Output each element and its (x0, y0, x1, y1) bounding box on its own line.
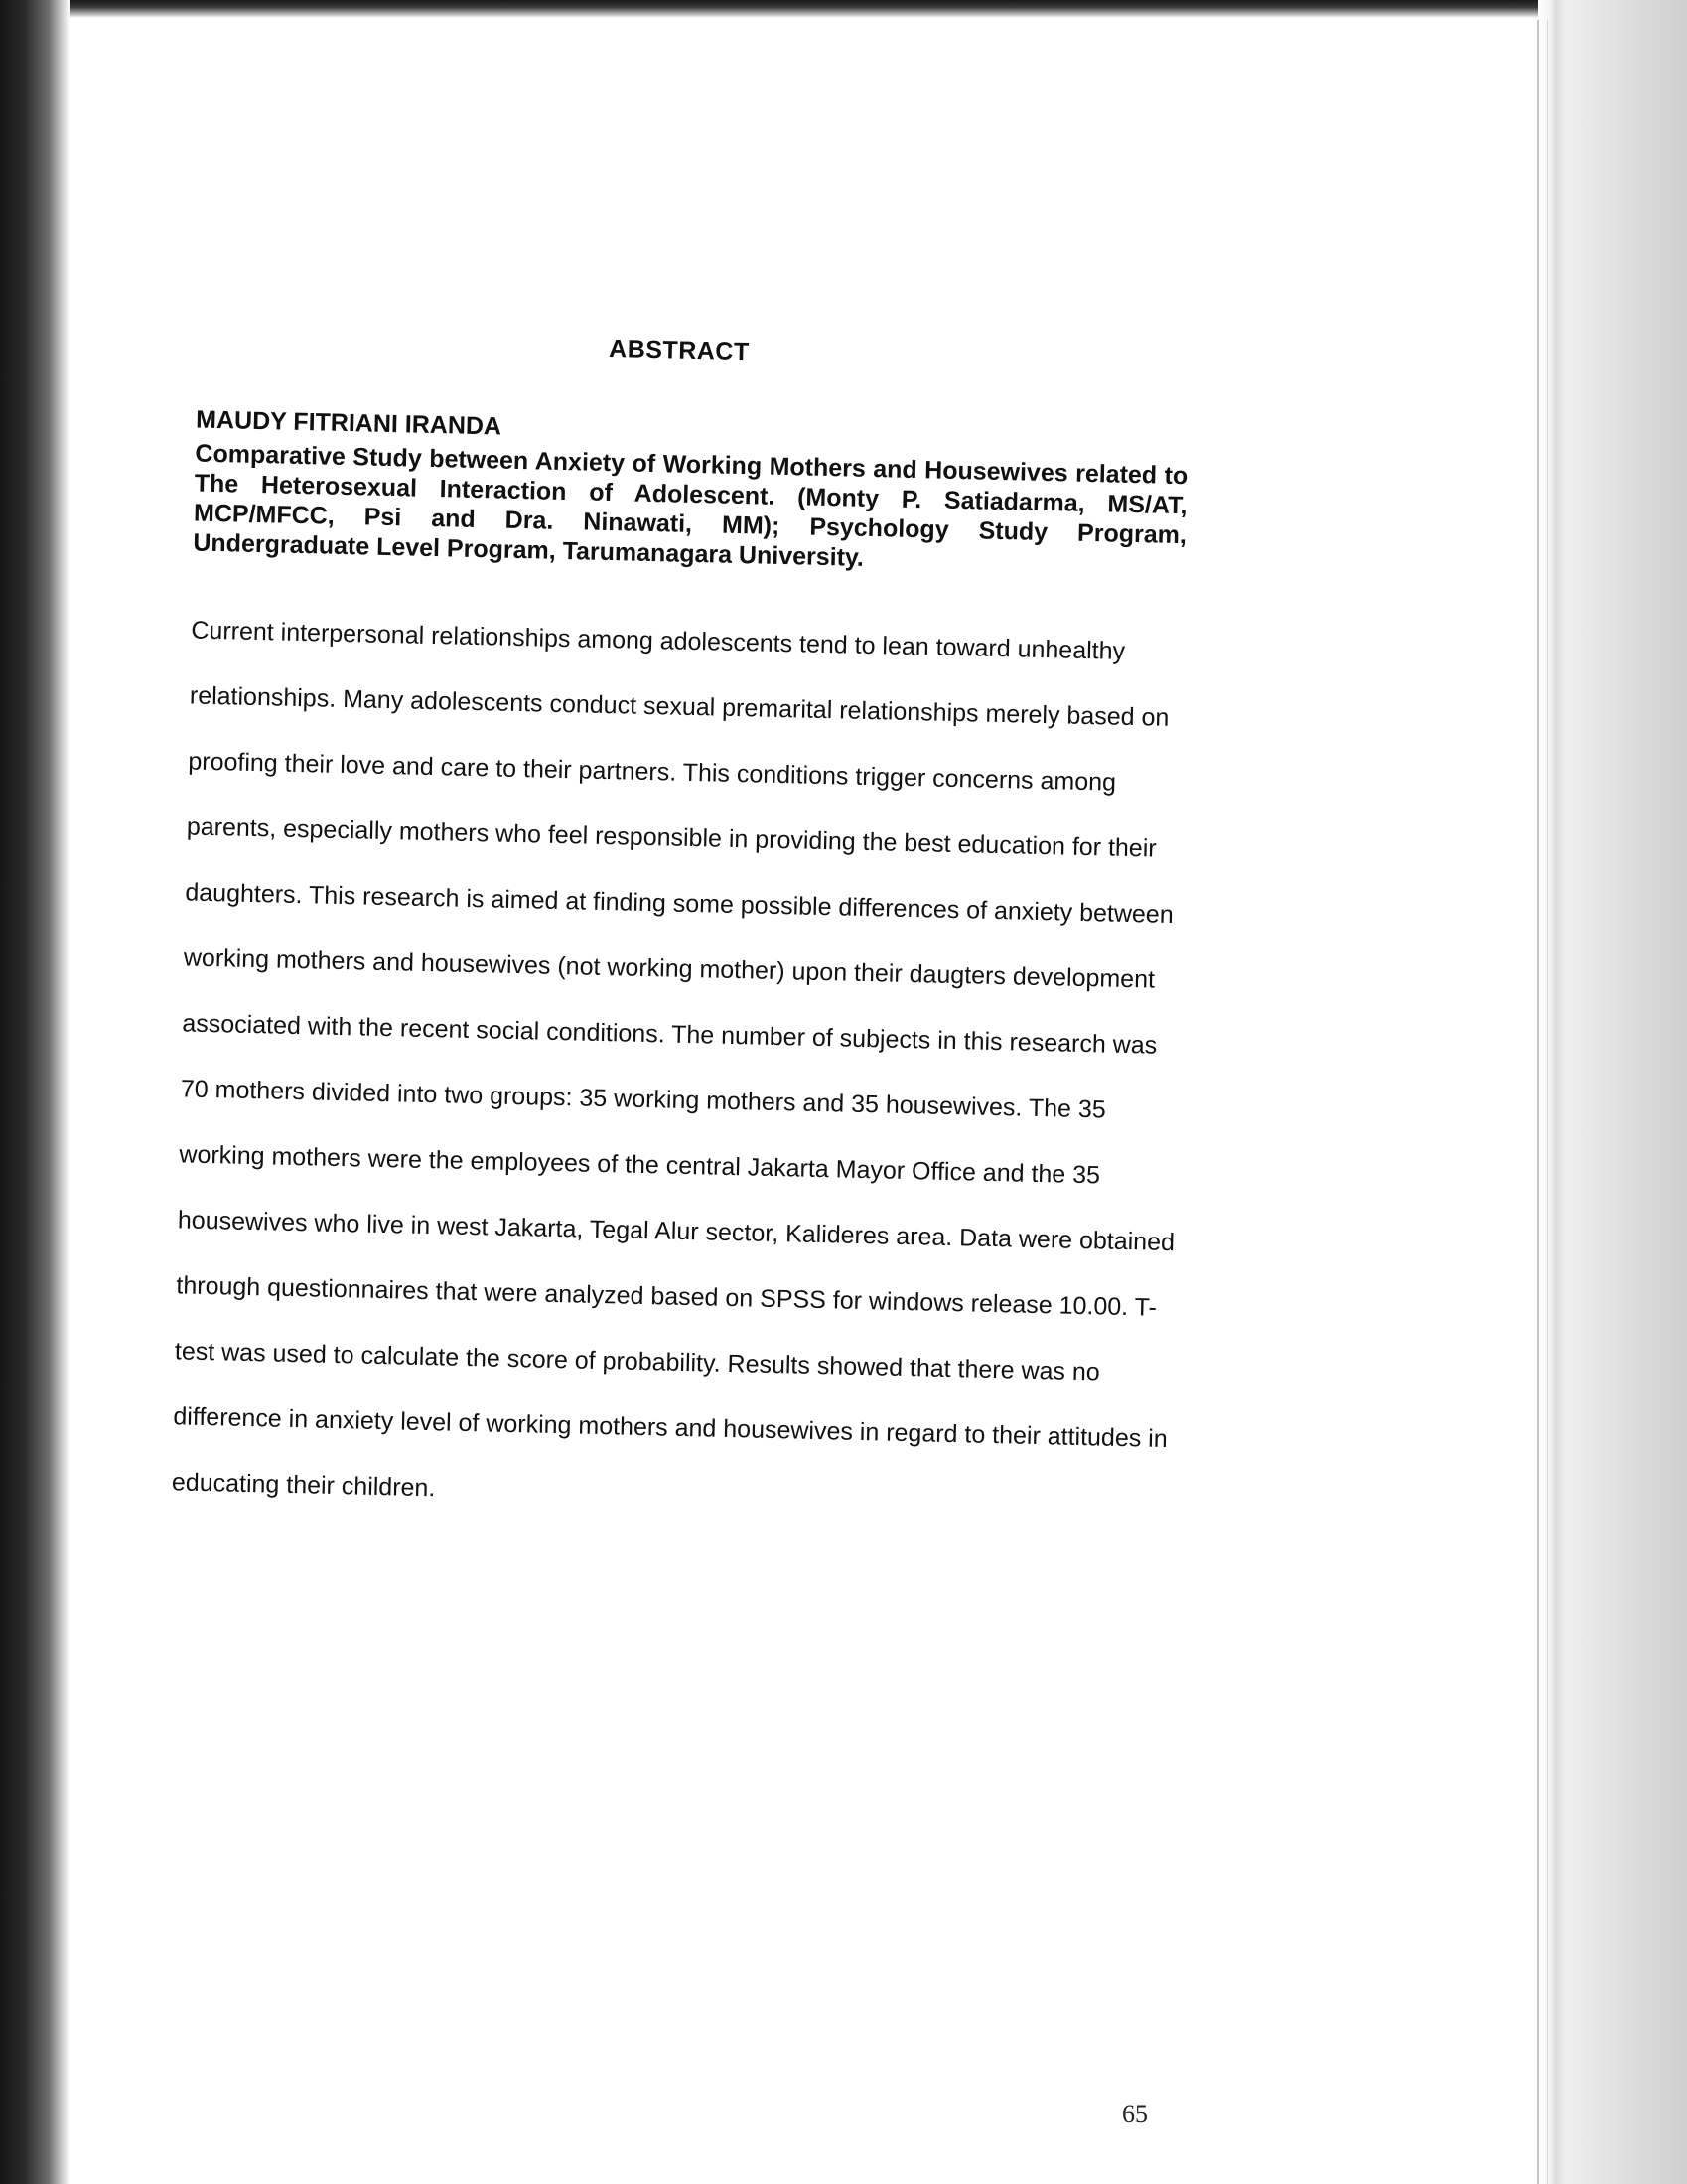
abstract-body: Current interpersonal relationships among adolescents tend to lean toward unhealthy relationships. Many adolescents conduct sexual premarital relationships merely based on proofing their love and care to their partners. This conditions trigger concerns among parents, especially mothers who feel responsible in providing the best education for their daughters. This research is aimed at finding some possible differences of anxiety between working mothers and housewives (not working mother) upon their daugters development associated with the recent social conditions. The number of subjects in this research was 70 mothers divided into two groups: 35 working mothers and 35 housewives. The 35 working mothers were the employees of the central Jakarta Mayor Office and the 35 housewives who live in west Jakarta, Tegal Alur sector, Kalideres area. Data were obtained through questionnaires that were analyzed based on SPSS for windows release 10.00. T-test was used to calculate the score of probability. Results showed that there was no difference in anxiety level of working mothers and housewives in regard to their attitudes in educating their children. (171, 616, 1176, 1503)
top-scan-edge (0, 0, 1687, 18)
page-stack-edge (1538, 0, 1687, 2184)
thesis-title: Comparative Study between Anxiety of Working Mothers and Housewives related to The Heterosexual Interaction of Adolescent. (Monty P. Satiadarma, MS/AT, MCP/MFCC, Psi and Dra. Ninawati, MM); Psychology Study Program, Undergraduate Level Program, Tarumanagara University. (193, 439, 1189, 572)
abstract-page (101, 298, 1230, 1538)
author-name: MAUDY FITRIANI IRANDA (195, 405, 502, 441)
binding-shadow (0, 0, 70, 2184)
page-edge-line (1537, 20, 1539, 2184)
page-number: 65 (1122, 2100, 1148, 2128)
page-edge-line (1547, 20, 1548, 2184)
abstract-heading: ABSTRACT (608, 334, 750, 366)
